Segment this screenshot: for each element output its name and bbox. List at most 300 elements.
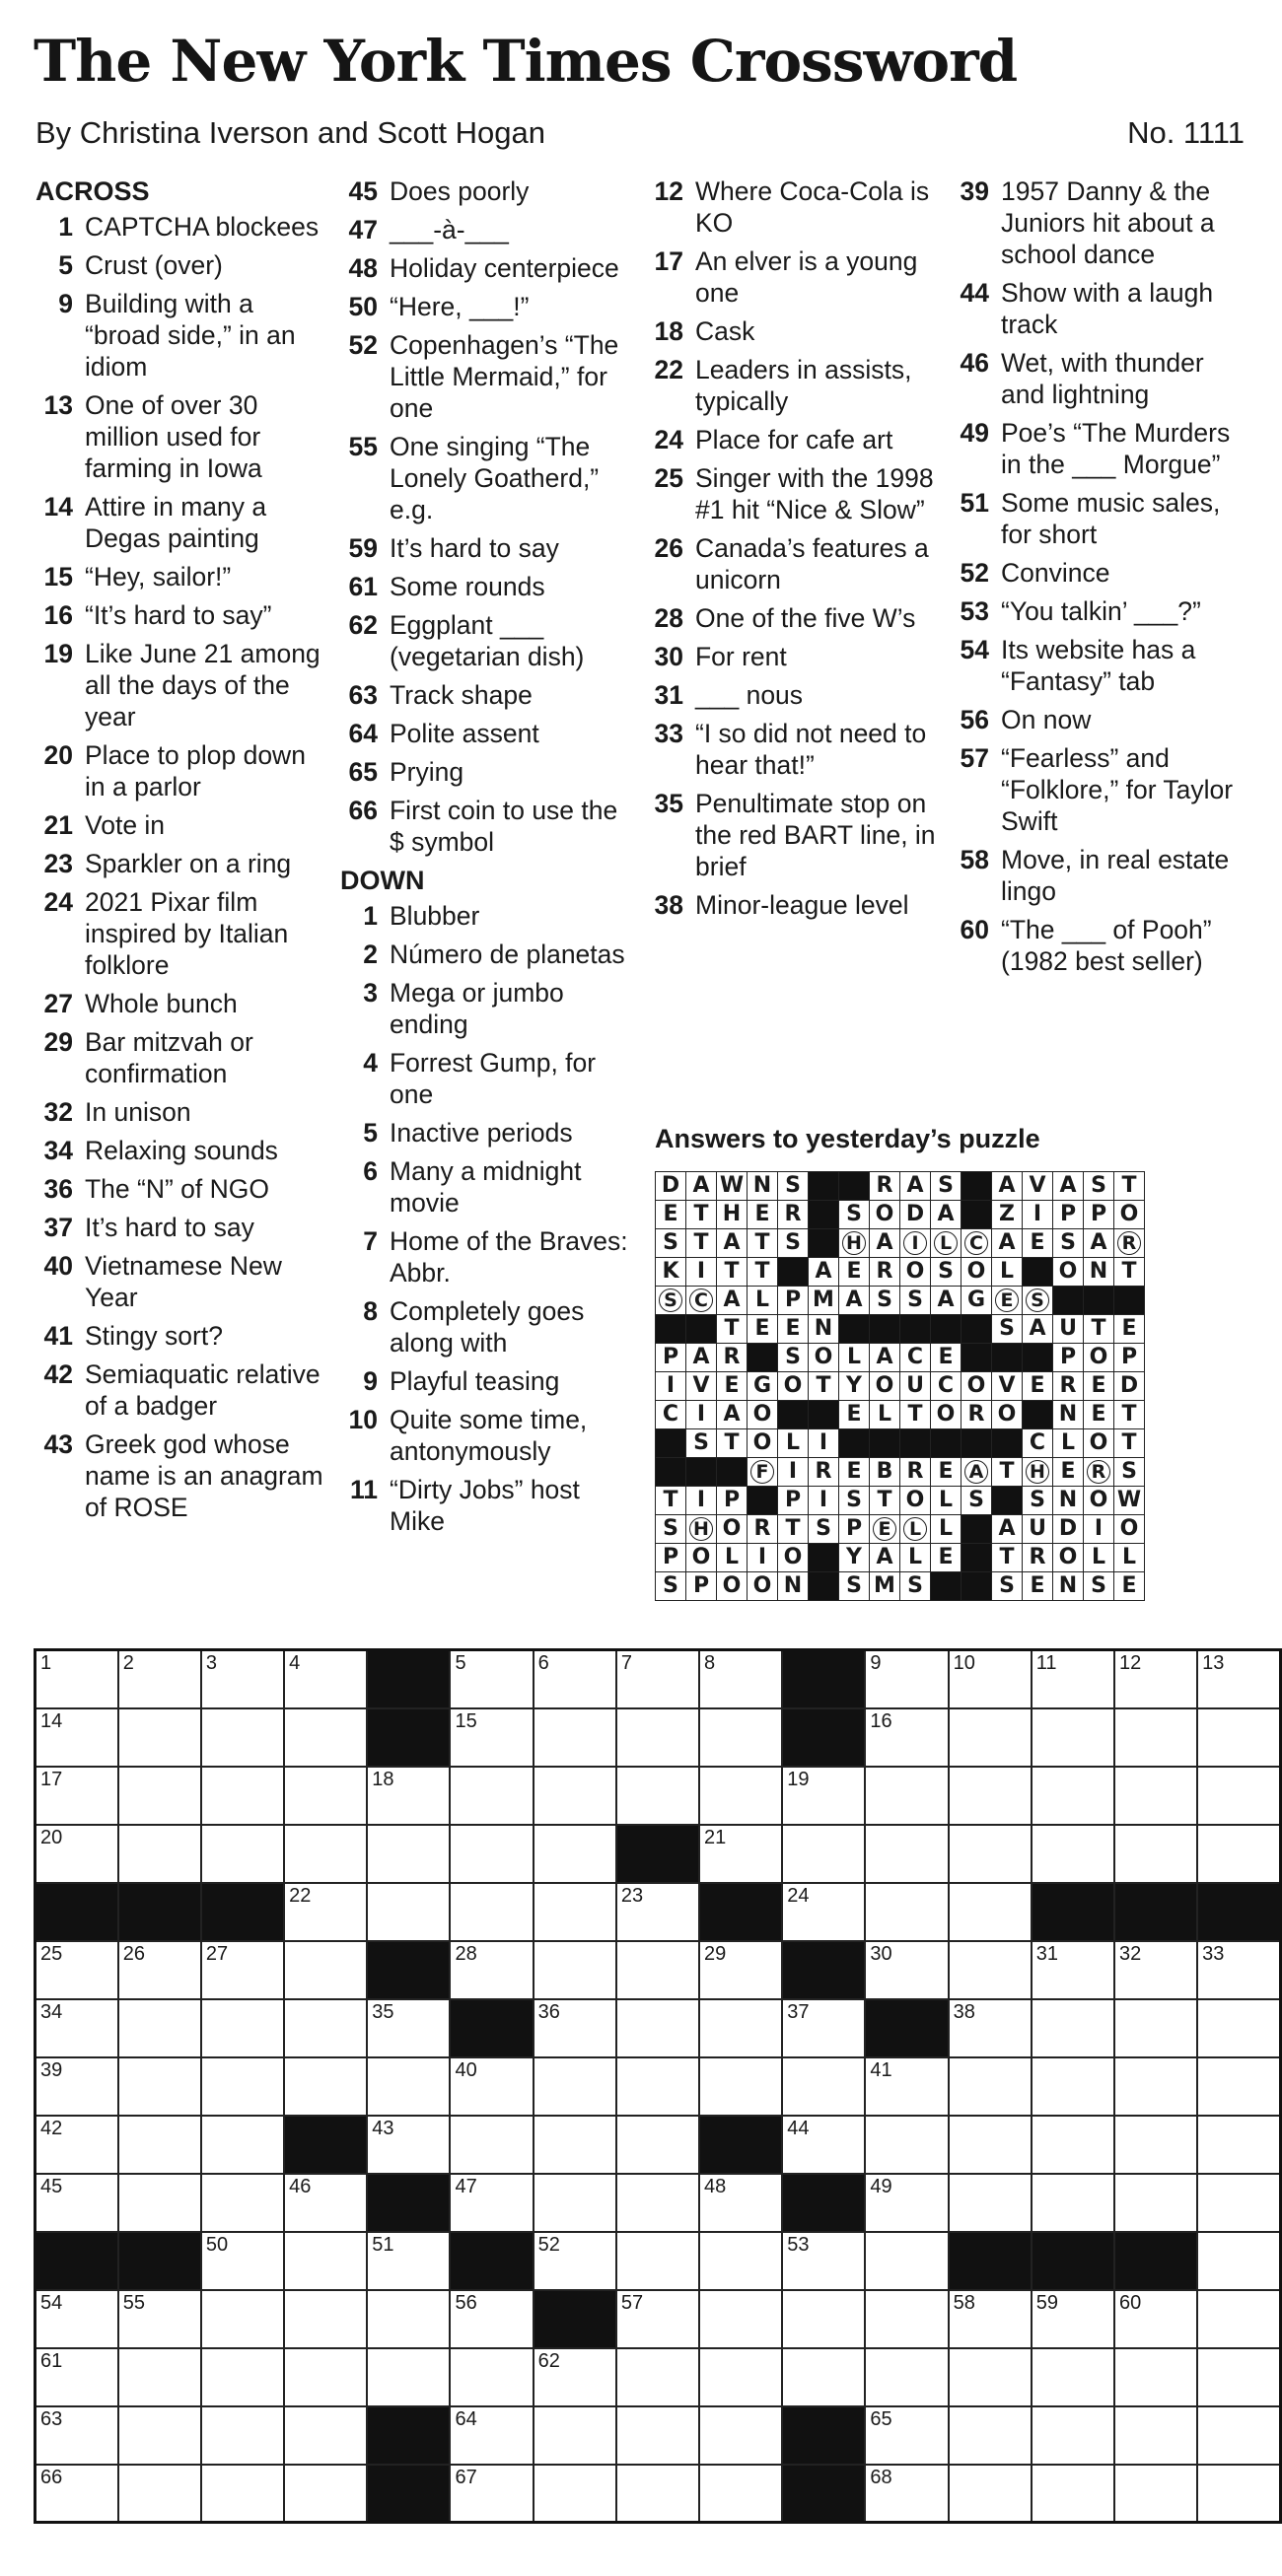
grid-cell[interactable]: [118, 2116, 201, 2174]
grid-cell[interactable]: [1032, 2290, 1114, 2348]
grid-cell[interactable]: [1032, 1941, 1114, 1999]
across-clue[interactable]: [36, 886, 331, 981]
grid-cell[interactable]: [284, 1883, 367, 1941]
cell-number: 55: [122, 2291, 145, 2314]
grid-cell[interactable]: [534, 1708, 616, 1767]
answer-block: [962, 1344, 992, 1372]
grid-block: [367, 1941, 450, 1999]
down-clue[interactable]: [646, 175, 942, 239]
grid-cell[interactable]: [865, 2465, 948, 2523]
grid-cell[interactable]: [450, 2348, 533, 2406]
down-clue[interactable]: [646, 718, 942, 781]
grid-cell[interactable]: [36, 2290, 118, 2348]
grid-cell[interactable]: [949, 1825, 1032, 1883]
answer-cell: T: [717, 1429, 748, 1458]
grid-cell[interactable]: [1114, 2406, 1197, 2465]
across-clue[interactable]: [36, 1320, 331, 1352]
across-clue[interactable]: [340, 571, 636, 602]
grid-cell[interactable]: [1032, 1825, 1114, 1883]
across-clue[interactable]: [36, 739, 331, 802]
grid-cell[interactable]: [450, 1941, 533, 1999]
grid-cell[interactable]: [616, 2057, 699, 2116]
clue-text: Convince: [1001, 558, 1110, 588]
down-clue[interactable]: [340, 1225, 636, 1288]
grid-cell[interactable]: [201, 2057, 284, 2116]
across-clue[interactable]: [36, 288, 331, 383]
down-clue[interactable]: [646, 641, 942, 672]
grid-cell[interactable]: [36, 1999, 118, 2057]
grid-cell[interactable]: [367, 2116, 450, 2174]
across-clue[interactable]: [340, 532, 636, 564]
grid-cell[interactable]: [284, 1708, 367, 1767]
answer-cell: E: [1053, 1458, 1084, 1487]
grid-cell[interactable]: [534, 2174, 616, 2232]
down-clue[interactable]: [340, 977, 636, 1040]
grid-cell[interactable]: [699, 1825, 782, 1883]
grid-cell[interactable]: [1032, 1708, 1114, 1767]
grid-cell[interactable]: [616, 1767, 699, 1825]
grid-cell[interactable]: [1032, 1650, 1114, 1708]
grid-cell[interactable]: [367, 2232, 450, 2290]
across-clue[interactable]: [340, 252, 636, 284]
grid-cell[interactable]: [1114, 1708, 1197, 1767]
grid-cell[interactable]: [1032, 2174, 1114, 2232]
down-clue[interactable]: [952, 914, 1252, 977]
grid-cell[interactable]: [450, 1708, 533, 1767]
grid-cell[interactable]: [118, 2406, 201, 2465]
grid-cell[interactable]: [865, 1650, 948, 1708]
grid-cell[interactable]: [118, 1825, 201, 1883]
grid-cell[interactable]: [1197, 2406, 1280, 2465]
grid-cell[interactable]: [616, 1883, 699, 1941]
grid-cell[interactable]: [1032, 2057, 1114, 2116]
down-clue[interactable]: [952, 844, 1252, 907]
grid-cell[interactable]: [367, 2057, 450, 2116]
grid-cell[interactable]: [534, 1999, 616, 2057]
cell-number: 64: [455, 2407, 477, 2430]
cell-number: 9: [870, 1652, 882, 1674]
grid-cell[interactable]: [699, 1767, 782, 1825]
across-clue[interactable]: [340, 609, 636, 672]
grid-cell[interactable]: [1114, 2290, 1197, 2348]
grid-cell[interactable]: [1114, 1650, 1197, 1708]
grid-cell[interactable]: [118, 1708, 201, 1767]
answer-cell: P: [839, 1515, 870, 1544]
grid-cell[interactable]: [36, 2057, 118, 2116]
grid-cell[interactable]: [201, 2174, 284, 2232]
grid-cell[interactable]: [1197, 2057, 1280, 2116]
grid-cell[interactable]: [865, 1941, 948, 1999]
grid-cell[interactable]: [865, 2348, 948, 2406]
grid-cell[interactable]: [949, 1708, 1032, 1767]
down-clue[interactable]: [952, 634, 1252, 697]
grid-cell[interactable]: [949, 2290, 1032, 2348]
cell-number: 25: [40, 1942, 63, 1965]
circled-letter: S: [1026, 1288, 1049, 1312]
grid-cell[interactable]: [1114, 2174, 1197, 2232]
down-clue[interactable]: [340, 1474, 636, 1537]
down-clue[interactable]: [646, 424, 942, 455]
answer-cell: W: [1114, 1487, 1145, 1515]
grid-cell[interactable]: [201, 2290, 284, 2348]
down-clue[interactable]: [952, 557, 1252, 589]
down-clue[interactable]: [952, 704, 1252, 735]
down-clue[interactable]: [952, 742, 1252, 837]
grid-cell[interactable]: [1114, 1767, 1197, 1825]
circled-letter: S: [659, 1288, 682, 1312]
grid-cell[interactable]: [1197, 2232, 1280, 2290]
crossword-grid[interactable]: [34, 1648, 1282, 2524]
grid-cell[interactable]: [118, 2290, 201, 2348]
grid-cell[interactable]: [534, 2465, 616, 2523]
grid-cell[interactable]: [616, 1650, 699, 1708]
down-clue[interactable]: [340, 939, 636, 970]
grid-cell[interactable]: [201, 1825, 284, 1883]
grid-cell[interactable]: [782, 1825, 865, 1883]
across-clue[interactable]: [340, 756, 636, 788]
down-clue[interactable]: [340, 1365, 636, 1397]
grid-cell[interactable]: [367, 1767, 450, 1825]
down-clue[interactable]: [646, 315, 942, 347]
grid-cell[interactable]: [450, 2290, 533, 2348]
grid-cell[interactable]: [367, 2348, 450, 2406]
grid-cell[interactable]: [1197, 2348, 1280, 2406]
grid-cell[interactable]: [284, 1650, 367, 1708]
answer-block: [870, 1315, 900, 1344]
across-clue[interactable]: [340, 679, 636, 711]
grid-cell[interactable]: [699, 2465, 782, 2523]
grid-cell[interactable]: [118, 1941, 201, 1999]
grid-cell[interactable]: [949, 1767, 1032, 1825]
across-clue[interactable]: [340, 795, 636, 858]
grid-cell[interactable]: [118, 1767, 201, 1825]
grid-cell[interactable]: [699, 1941, 782, 1999]
grid-cell[interactable]: [949, 1650, 1032, 1708]
grid-cell[interactable]: [201, 2406, 284, 2465]
grid-cell[interactable]: [616, 2290, 699, 2348]
grid-cell[interactable]: [616, 1941, 699, 1999]
grid-cell[interactable]: [284, 1999, 367, 2057]
grid-cell[interactable]: [36, 2348, 118, 2406]
grid-cell[interactable]: [1197, 2116, 1280, 2174]
grid-cell[interactable]: [616, 2465, 699, 2523]
across-clue[interactable]: [36, 988, 331, 1019]
grid-cell[interactable]: [534, 2232, 616, 2290]
grid-cell[interactable]: [782, 2232, 865, 2290]
down-clue[interactable]: [646, 679, 942, 711]
grid-cell[interactable]: [699, 1708, 782, 1767]
answer-cell: T: [1114, 1258, 1145, 1287]
grid-cell[interactable]: [201, 1650, 284, 1708]
grid-cell[interactable]: [201, 2348, 284, 2406]
grid-cell[interactable]: [782, 1767, 865, 1825]
grid-cell[interactable]: [865, 2232, 948, 2290]
down-clue[interactable]: [646, 602, 942, 634]
grid-cell[interactable]: [616, 1708, 699, 1767]
cell-number: 39: [40, 2058, 63, 2081]
across-clue[interactable]: [36, 1428, 331, 1523]
grid-cell[interactable]: [367, 1999, 450, 2057]
down-clue[interactable]: [952, 175, 1252, 270]
grid-cell[interactable]: [1032, 1767, 1114, 1825]
grid-cell[interactable]: [284, 2465, 367, 2523]
answer-cell: E: [931, 1544, 962, 1572]
grid-cell[interactable]: [782, 2290, 865, 2348]
grid-cell[interactable]: [1114, 2116, 1197, 2174]
across-clue[interactable]: [36, 249, 331, 281]
grid-cell[interactable]: [284, 2348, 367, 2406]
grid-cell[interactable]: [534, 1941, 616, 1999]
grid-cell[interactable]: [118, 2348, 201, 2406]
across-clue[interactable]: [36, 1212, 331, 1243]
grid-cell[interactable]: [616, 2348, 699, 2406]
grid-cell[interactable]: [284, 1825, 367, 1883]
grid-cell[interactable]: [284, 1941, 367, 1999]
down-clue[interactable]: [952, 487, 1252, 550]
grid-cell[interactable]: [865, 2406, 948, 2465]
grid-cell[interactable]: [949, 2465, 1032, 2523]
grid-cell[interactable]: [534, 1650, 616, 1708]
grid-cell[interactable]: [201, 1767, 284, 1825]
grid-cell[interactable]: [284, 2232, 367, 2290]
grid-cell[interactable]: [1197, 1999, 1280, 2057]
across-clue[interactable]: [36, 491, 331, 554]
grid-cell[interactable]: [782, 2116, 865, 2174]
circled-letter: H: [1026, 1460, 1049, 1484]
grid-cell[interactable]: [1114, 1941, 1197, 1999]
across-clue[interactable]: [36, 1250, 331, 1313]
down-clue[interactable]: [952, 417, 1252, 480]
across-clue[interactable]: [36, 599, 331, 631]
across-clue[interactable]: [36, 1096, 331, 1128]
grid-cell[interactable]: [782, 2057, 865, 2116]
across-clue[interactable]: [36, 389, 331, 484]
grid-cell[interactable]: [1197, 2174, 1280, 2232]
down-clue[interactable]: [952, 595, 1252, 627]
answer-block: [931, 1429, 962, 1458]
grid-cell[interactable]: [534, 2406, 616, 2465]
down-clue[interactable]: [340, 1155, 636, 1218]
grid-cell[interactable]: [782, 1999, 865, 2057]
grid-cell[interactable]: [450, 2116, 533, 2174]
answer-cell: I: [686, 1487, 717, 1515]
down-clue[interactable]: [340, 1404, 636, 1467]
grid-cell[interactable]: [201, 1941, 284, 1999]
grid-cell[interactable]: [949, 2348, 1032, 2406]
grid-cell[interactable]: [865, 1708, 948, 1767]
down-clue[interactable]: [340, 1117, 636, 1149]
down-clue[interactable]: [646, 532, 942, 595]
down-clue[interactable]: [646, 245, 942, 309]
grid-cell[interactable]: [1114, 2057, 1197, 2116]
grid-cell[interactable]: [616, 1999, 699, 2057]
across-clue[interactable]: [36, 848, 331, 879]
grid-cell[interactable]: [36, 1767, 118, 1825]
grid-cell[interactable]: [284, 1767, 367, 1825]
grid-cell[interactable]: [450, 1883, 533, 1941]
grid-cell[interactable]: [699, 2348, 782, 2406]
across-clue[interactable]: [36, 638, 331, 732]
answer-cell: [962, 1458, 992, 1487]
grid-cell[interactable]: [201, 2465, 284, 2523]
across-clue[interactable]: [36, 1026, 331, 1089]
grid-cell[interactable]: [1114, 2348, 1197, 2406]
grid-cell[interactable]: [1197, 1650, 1280, 1708]
grid-cell[interactable]: [865, 2290, 948, 2348]
grid-cell[interactable]: [865, 2116, 948, 2174]
grid-cell[interactable]: [450, 1650, 533, 1708]
across-clue[interactable]: [340, 175, 636, 207]
grid-cell[interactable]: [118, 2057, 201, 2116]
grid-cell[interactable]: [699, 2057, 782, 2116]
grid-cell[interactable]: [450, 2406, 533, 2465]
grid-cell[interactable]: [1197, 1708, 1280, 1767]
down-clue[interactable]: [646, 889, 942, 921]
grid-cell[interactable]: [1032, 2465, 1114, 2523]
grid-cell[interactable]: [1114, 1825, 1197, 1883]
grid-cell[interactable]: [1032, 1999, 1114, 2057]
grid-cell[interactable]: [201, 1999, 284, 2057]
grid-cell[interactable]: [865, 2174, 948, 2232]
down-clue[interactable]: [340, 900, 636, 932]
grid-cell[interactable]: [534, 1767, 616, 1825]
grid-cell[interactable]: [1197, 1767, 1280, 1825]
down-clue[interactable]: [952, 277, 1252, 340]
answer-cell: T: [870, 1487, 900, 1515]
grid-cell[interactable]: [284, 2057, 367, 2116]
grid-cell[interactable]: [284, 2174, 367, 2232]
grid-cell[interactable]: [534, 2057, 616, 2116]
clue-text: Prying: [390, 757, 464, 787]
grid-cell[interactable]: [36, 2116, 118, 2174]
grid-cell[interactable]: [201, 1708, 284, 1767]
grid-cell[interactable]: [616, 2406, 699, 2465]
grid-cell[interactable]: [284, 2406, 367, 2465]
answer-cell: E: [748, 1315, 778, 1344]
grid-cell[interactable]: [534, 2116, 616, 2174]
clue-text: Semiaquatic relative of a badger: [85, 1359, 320, 1421]
grid-cell[interactable]: [949, 1941, 1032, 1999]
grid-cell[interactable]: [865, 2057, 948, 2116]
grid-cell[interactable]: [367, 1825, 450, 1883]
grid-cell[interactable]: [36, 2174, 118, 2232]
grid-cell[interactable]: [782, 1883, 865, 1941]
grid-cell[interactable]: [616, 2174, 699, 2232]
answer-cell: A: [717, 1401, 748, 1429]
grid-cell[interactable]: [450, 2174, 533, 2232]
across-clue[interactable]: [36, 211, 331, 243]
grid-cell[interactable]: [534, 1883, 616, 1941]
grid-cell[interactable]: [1197, 1825, 1280, 1883]
down-clue[interactable]: [340, 1295, 636, 1358]
grid-cell[interactable]: [450, 1767, 533, 1825]
grid-cell[interactable]: [367, 2290, 450, 2348]
grid-cell[interactable]: [699, 1650, 782, 1708]
grid-cell[interactable]: [782, 2348, 865, 2406]
across-clue[interactable]: [340, 214, 636, 245]
grid-cell[interactable]: [1032, 2348, 1114, 2406]
answer-block: [992, 1429, 1023, 1458]
grid-cell[interactable]: [450, 2057, 533, 2116]
down-clue[interactable]: [646, 354, 942, 417]
across-clue[interactable]: [340, 431, 636, 525]
across-clue[interactable]: [36, 1135, 331, 1166]
grid-cell[interactable]: [1197, 1941, 1280, 1999]
circled-letter: F: [750, 1460, 774, 1484]
across-clue[interactable]: [340, 329, 636, 424]
grid-cell[interactable]: [118, 1999, 201, 2057]
grid-cell[interactable]: [1197, 2290, 1280, 2348]
down-clue[interactable]: [340, 1047, 636, 1110]
grid-cell[interactable]: [367, 1883, 450, 1941]
down-clue[interactable]: [646, 462, 942, 525]
grid-block: [367, 2465, 450, 2523]
grid-cell[interactable]: [36, 1825, 118, 1883]
grid-cell[interactable]: [201, 2116, 284, 2174]
across-clue[interactable]: [36, 809, 331, 841]
grid-cell[interactable]: [450, 2465, 533, 2523]
grid-cell[interactable]: [865, 1767, 948, 1825]
across-clue[interactable]: [340, 291, 636, 322]
grid-cell[interactable]: [284, 2290, 367, 2348]
grid-cell[interactable]: [36, 2406, 118, 2465]
grid-cell[interactable]: [1114, 1999, 1197, 2057]
grid-cell[interactable]: [36, 2465, 118, 2523]
down-clue[interactable]: [952, 347, 1252, 410]
grid-cell[interactable]: [699, 2290, 782, 2348]
grid-cell[interactable]: [949, 1883, 1032, 1941]
grid-cell[interactable]: [450, 1825, 533, 1883]
grid-cell[interactable]: [1197, 2465, 1280, 2523]
grid-cell[interactable]: [1032, 2406, 1114, 2465]
grid-cell[interactable]: [36, 1708, 118, 1767]
grid-cell[interactable]: [118, 2465, 201, 2523]
grid-cell[interactable]: [949, 2174, 1032, 2232]
grid-cell[interactable]: [616, 2232, 699, 2290]
grid-cell[interactable]: [534, 1825, 616, 1883]
answer-cell: V: [992, 1372, 1023, 1401]
grid-cell[interactable]: [865, 1883, 948, 1941]
answer-cell: A: [717, 1287, 748, 1315]
across-clue[interactable]: [340, 718, 636, 749]
grid-cell[interactable]: [36, 1941, 118, 1999]
grid-cell[interactable]: [36, 1650, 118, 1708]
grid-cell[interactable]: [118, 1650, 201, 1708]
grid-cell[interactable]: [616, 2116, 699, 2174]
grid-cell[interactable]: [949, 2406, 1032, 2465]
grid-cell[interactable]: [949, 1999, 1032, 2057]
grid-block: [699, 2116, 782, 2174]
down-clue[interactable]: [646, 788, 942, 882]
clue-text: Mega or jumbo ending: [390, 978, 564, 1039]
grid-cell[interactable]: [865, 1825, 948, 1883]
grid-cell[interactable]: [699, 2174, 782, 2232]
grid-cell[interactable]: [1032, 2116, 1114, 2174]
grid-cell[interactable]: [949, 2116, 1032, 2174]
across-clue[interactable]: [36, 1358, 331, 1422]
across-clue[interactable]: [36, 1173, 331, 1205]
grid-cell[interactable]: [699, 1999, 782, 2057]
grid-cell[interactable]: [534, 2348, 616, 2406]
grid-cell[interactable]: [1114, 2465, 1197, 2523]
grid-cell[interactable]: [201, 2232, 284, 2290]
grid-cell[interactable]: [699, 2406, 782, 2465]
across-clue[interactable]: [36, 561, 331, 592]
grid-cell[interactable]: [699, 2232, 782, 2290]
grid-cell[interactable]: [118, 2174, 201, 2232]
grid-cell[interactable]: [949, 2057, 1032, 2116]
grid-block: [1197, 1883, 1280, 1941]
